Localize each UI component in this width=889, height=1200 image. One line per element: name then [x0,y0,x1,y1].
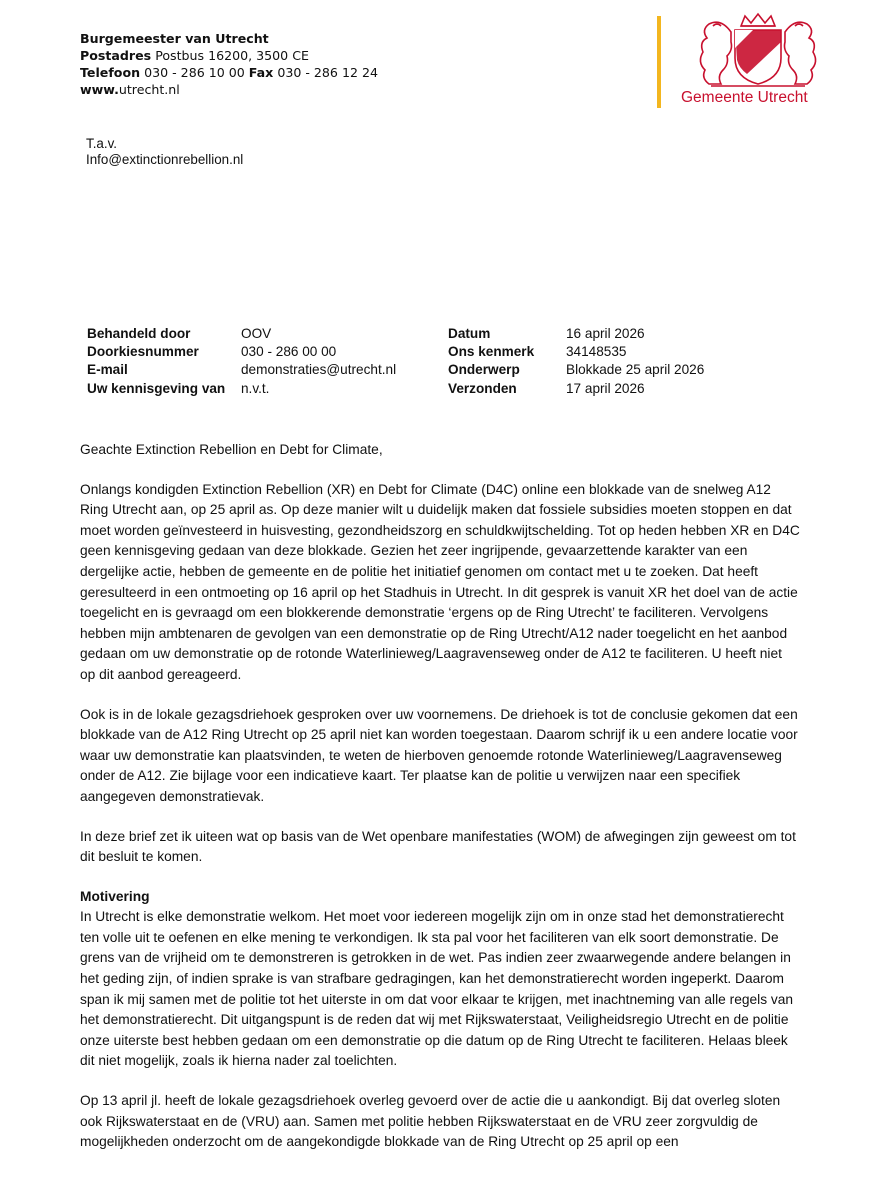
meta-value: n.v.t. [241,380,270,396]
meta-label: Doorkiesnummer [87,344,199,360]
sender-name: Burgemeester van Utrecht [80,31,269,46]
meta-label: E-mail [87,362,128,378]
logo-text: Gemeente Utrecht [681,89,808,106]
meta-value: Blokkade 25 april 2026 [566,362,705,378]
sender-postadres: Postadres Postbus 16200, 3500 CE [80,48,309,63]
sender-website: www.utrecht.nl [80,82,180,97]
addressee-tav: T.a.v. [86,136,118,151]
section-heading: Motivering [80,888,150,904]
addressee-block [86,136,243,168]
meta-label: Verzonden [448,380,517,396]
meta-label: Onderwerp [448,362,520,378]
meta-value: demonstraties@utrecht.nl [241,362,397,378]
coat-of-arms-icon [691,12,825,90]
paragraph: In deze brief zet ik uiteen wat op basis van de Wet openbare manifestaties (WOM) de afwegingen zijn geweest om tot dit besluit te komen. [80,828,796,865]
paragraph: Ook is in de lokale gezagsdriehoek gesproken over uw voornemens. De driehoek is tot de conclusie gekomen dat een blokkade van de A12 Ring Utrecht op 25 april niet kan worden toegestaan. Daarom schrijf ik u een andere locatie voor waar uw demonstratie kan plaatsvinden, te weten de hierboven genoemde rotonde Waterlinieweg/Laagravenseweg onder de A12. Zie bijlage voor een indicatieve kaart. Ter plaatse kan de politie u verwijzen naar een specifiek aangegeven demonstratievak. [80,706,798,804]
meta-value: 34148535 [566,344,627,360]
meta-label: Datum [448,326,491,341]
sender-telefoon: Telefoon 030 - 286 10 00 Fax 030 - 286 12 24 [80,65,378,80]
meta-label: Uw kennisgeving van [87,380,226,396]
meta-label: Ons kenmerk [448,344,535,360]
meta-label: Behandeld door [87,326,191,341]
paragraph: Onlangs kondigden Extinction Rebellion (XR) en Debt for Climate (D4C) online een blokkade van de snelweg A12 Ring Utrecht aan, op 25 april as. Op deze manier wilt u duidelijk maken dat fossiele subsidies moeten stoppen en dat moet worden geïnvesteerd in huisvesting, gezondheidszorg en schuldkwijtschelding. Tot op heden hebben XR en D4C geen kennisgeving gedaan van deze blokkade. Gezien het zeer ingrijpende, gevaarzettende karakter van een dergelijke actie, hebben de gemeente en de politie het initiatief genomen om contact met u te zoeken. Dat heeft geresulteerd in een ontmoeting op 16 april op het Stadhuis in Utrecht. In dit gesprek is vanuit XR het doel van de actie toegelicht en is gevraagd om een blokkerende demonstratie ‘ergens op de Ring Utrecht’ te faciliteren. Vervolgens hebben mijn ambtenaren de gevolgen van een demonstratie op de Ring Utrecht/A12 nader toegelicht en het aanbod gedaan om uw demonstratie op de rotonde Waterlinieweg/Laagravenseweg onder de A12 te faciliteren. U heeft niet op dit aanbod gereageerd. [80,481,800,682]
letter-body [80,440,800,1172]
meta-value: 030 - 286 00 00 [241,344,337,360]
sender-block [80,30,378,98]
addressee-email: Info@extinctionrebellion.nl [86,152,244,167]
salutation: Geachte Extinction Rebellion en Debt for Climate, [80,442,383,457]
meta-value: 16 april 2026 [566,326,645,341]
meta-value: OOV [241,326,272,341]
logo-accent-bar [657,16,661,108]
meta-value: 17 april 2026 [566,380,645,396]
paragraph: In Utrecht is elke demonstratie welkom. Het moet voor iedereen mogelijk zijn om in onze stad het demonstratierecht ten volle uit te oefenen en elke mening te verkondigen. Ik sta pal voor het faciliteren van elk soort demonstratie. De grens van de vrijheid om te demonstreren is getrokken in de wet. Pas indien zeer zwaarwegende andere belangen in het geding zijn, of indien sprake is van strafbare gedragingen, kan het demonstratierecht worden ingeperkt. Daarom span ik mij samen met de politie tot het uiterste in om dat voor elkaar te krijgen, met inachtneming van alle regels van het demonstratierecht. Dit uitgangspunt is de reden dat wij met Rijkswaterstaat, Veiligheidsregio Utrecht en de politie onze uiterste best hebben gedaan om een demonstratie op die datum op de Ring Utrecht te faciliteren. Helaas bleek dit niet mogelijk, zoals ik hierna nader zal toelichten. [80,909,794,1069]
paragraph: Op 13 april jl. heeft de lokale gezagsdriehoek overleg gevoerd over de actie die u aankondigt. Bij dat overleg sloten ook Rijkswaterstaat en de (VRU) aan. Samen met politie hebben Rijkswaterstaat en de VRU zeer zorgvuldig de mogelijkheden onderzocht om de aangekondigde blokkade van de Ring Utrecht op 25 april op een [80,1093,781,1150]
municipality-logo [677,12,837,110]
